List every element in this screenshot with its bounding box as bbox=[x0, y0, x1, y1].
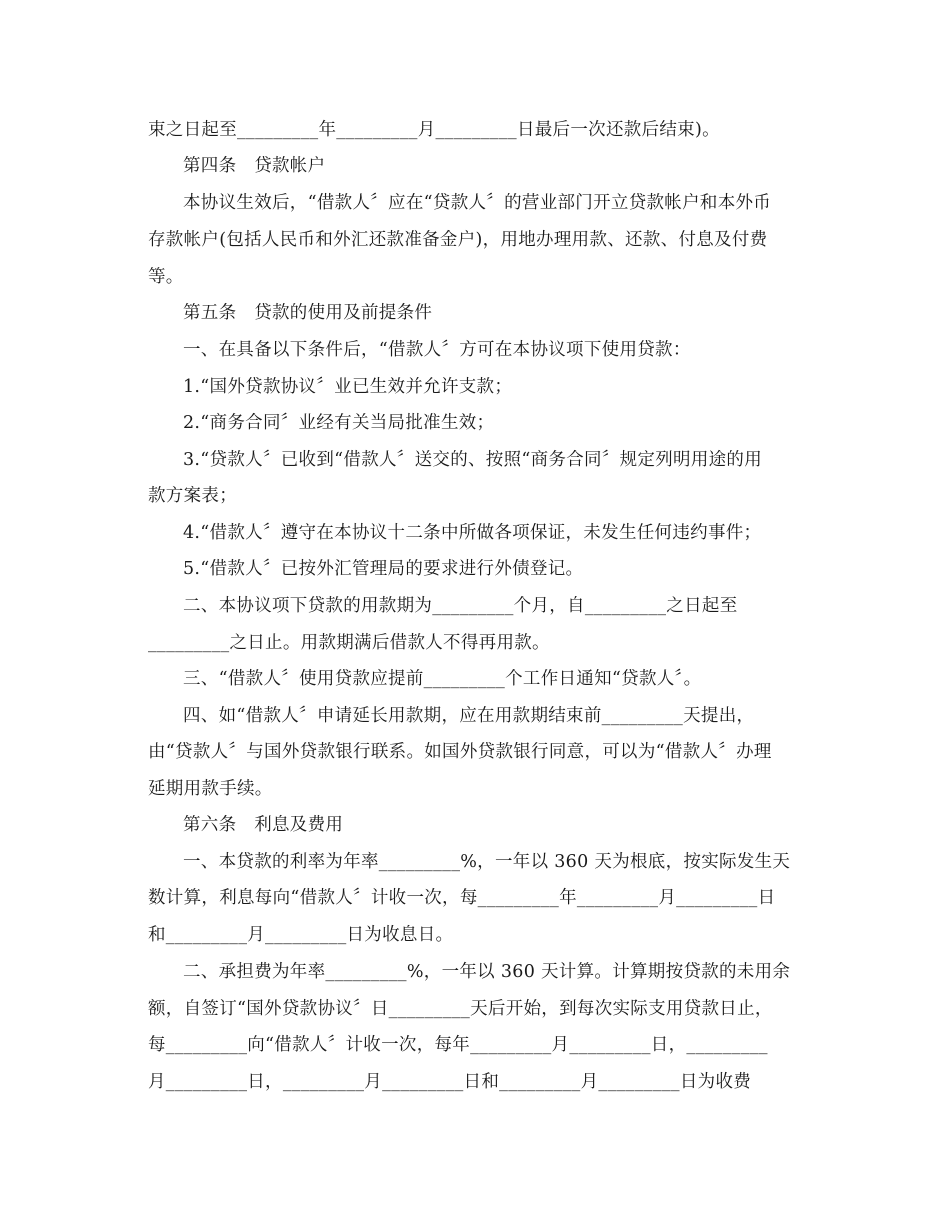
text-line: 等。 bbox=[148, 267, 184, 287]
text-line: _________之日止。用款期满后借款人不得再用款。 bbox=[148, 633, 550, 653]
list-item: 3.“贷款人〞已收到“借款人〞送交的、按照“商务合同〞规定列明用途的用 bbox=[183, 450, 763, 470]
list-item: 1.“国外贷款协议〞业已生效并允许支款； bbox=[183, 377, 513, 397]
section-heading: 第五条 贷款的使用及前提条件 bbox=[183, 303, 433, 323]
text-line: 束之日起至_________年_________月_________日最后一次还款后结束)。 bbox=[148, 120, 720, 140]
text-line: 二、本协议项下贷款的用款期为_________个月，自_________之日起至 bbox=[183, 596, 738, 616]
list-item: 4.“借款人〞遵守在本协议十二条中所做各项保证，未发生任何违约事件； bbox=[183, 523, 762, 543]
section-heading: 第六条 利息及费用 bbox=[183, 815, 344, 835]
text-line: 额，自签订“国外贷款协议〞日_________天后开始，到每次实际支用贷款日止， bbox=[148, 999, 773, 1019]
list-item: 5.“借款人〞已按外汇管理局的要求进行外债登记。 bbox=[183, 559, 584, 579]
text-line: 一、在具备以下条件后，“借款人〞方可在本协议项下使用贷款： bbox=[183, 340, 691, 360]
text-line: 每_________向“借款人〞计收一次，每年_________月_________日，_________ bbox=[148, 1035, 768, 1055]
text-line: 月_________日，_________月_________日和_________月_________日为收费 bbox=[148, 1072, 752, 1092]
text-line: 三、“借款人〞使用贷款应提前_________个工作日通知“贷款人〞。 bbox=[183, 669, 702, 689]
text-line: 和_________月_________日为收息日。 bbox=[148, 925, 454, 945]
section-heading: 第四条 贷款帐户 bbox=[183, 156, 326, 176]
text-line: 款方案表； bbox=[148, 486, 237, 506]
text-line: 一、本贷款的利率为年率_________%，一年以 360 天为根底，按实际发生天 bbox=[183, 852, 791, 872]
text-line: 二、承担费为年率_________%，一年以 360 天计算。计算期按贷款的未用余 bbox=[183, 962, 791, 982]
text-line: 数计算，利息每向“借款人〞计收一次，每_________年_________月_________日 bbox=[148, 888, 776, 908]
text-line: 四、如“借款人〞申请延长用款期，应在用款期结束前_________天提出， bbox=[183, 706, 755, 726]
text-line: 延期用款手续。 bbox=[148, 779, 273, 799]
text-line: 由“贷款人〞与国外贷款银行联系。如国外贷款银行同意，可以为“借款人〞办理 bbox=[148, 742, 772, 762]
text-line: 本协议生效后，“借款人〞应在“贷款人〞的营业部门开立贷款帐户和本外币 bbox=[183, 193, 772, 213]
text-line: 存款帐户(包括人民币和外汇还款准备金户)，用地办理用款、还款、付息及付费 bbox=[148, 230, 768, 250]
list-item: 2.“商务合同〞业经有关当局批准生效； bbox=[183, 413, 495, 433]
